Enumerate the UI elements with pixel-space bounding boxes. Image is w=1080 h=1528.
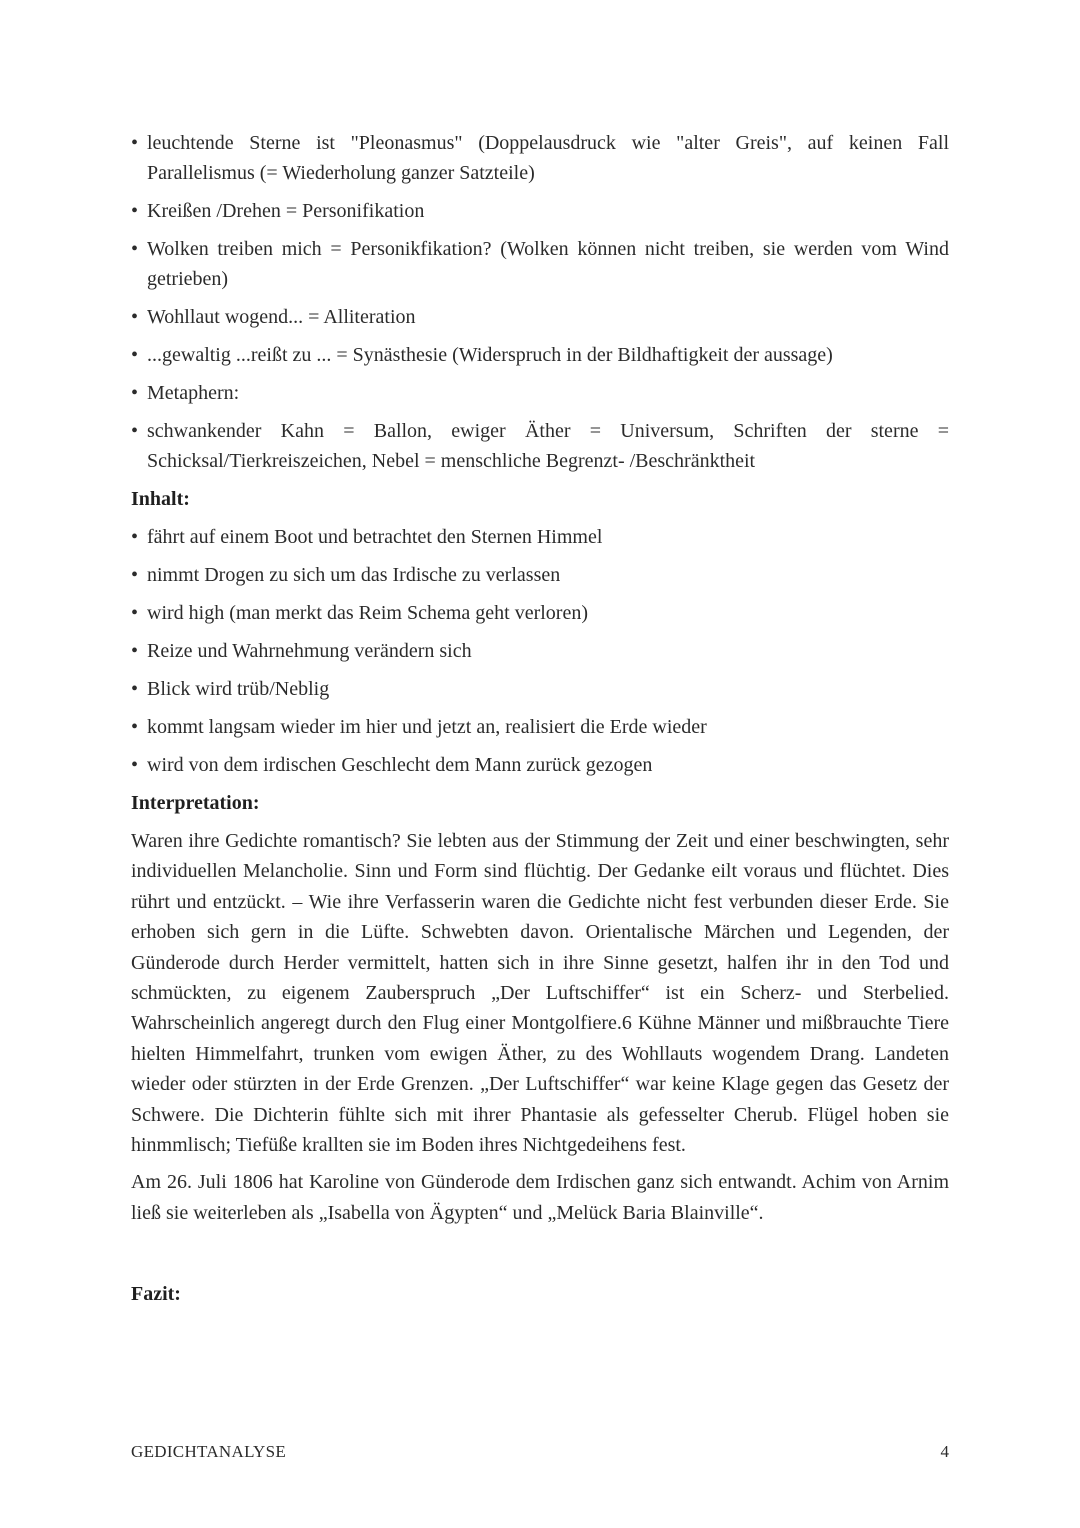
list-item-text: ...gewaltig ...reißt zu ... = Synästhesie (Widerspruch in der Bildhaftigkeit der aussage): [147, 344, 833, 366]
list-item: [131, 302, 949, 332]
bullet-icon: •: [131, 678, 139, 700]
bullet-icon: •: [131, 306, 139, 328]
list-item: [131, 378, 949, 408]
bullet-icon: •: [131, 640, 139, 662]
list-item: [131, 712, 949, 742]
list-item: [131, 234, 949, 294]
stylistic-devices-list: [131, 128, 949, 476]
list-item-text: Wolken treiben mich = Personikfikation? (Wolken können nicht treiben, sie werden vom Wind getrieben): [147, 238, 949, 290]
list-item-text: kommt langsam wieder im hier und jetzt an, realisiert die Erde wieder: [147, 716, 707, 738]
list-item-text: Metaphern:: [147, 382, 240, 404]
list-item: [131, 196, 949, 226]
list-item-text: Reize und Wahrnehmung verändern sich: [147, 640, 472, 662]
list-item: [131, 340, 949, 370]
page-content: [131, 128, 949, 1317]
list-item-text: schwankender Kahn = Ballon, ewiger Äther = Universum, Schriften der sterne = Schicksal/Tierkreiszeichen, Nebel = menschliche Begrenzt- /Beschränktheit: [147, 420, 949, 472]
list-item: [131, 636, 949, 666]
interpretation-paragraph: Am 26. Juli 1806 hat Karoline von Günderode dem Irdischen ganz sich entwandt. Achim von Arnim ließ sie weiterleben als „Isabella von Ägypten“ und „Melück Baria Blainville“.: [131, 1171, 949, 1224]
inhalt-heading: Inhalt:: [131, 488, 190, 510]
bullet-icon: •: [131, 602, 139, 624]
list-item-text: leuchtende Sterne ist "Pleonasmus" (Doppelausdruck wie "alter Greis", auf keinen Fall Parallelismus (= Wiederholung ganzer Satzteile): [147, 132, 949, 184]
list-item-text: Blick wird trüb/Neblig: [147, 678, 330, 700]
bullet-icon: •: [131, 526, 139, 548]
bullet-icon: •: [131, 344, 139, 366]
bullet-icon: •: [131, 200, 139, 222]
bullet-icon: •: [131, 238, 139, 260]
bullet-icon: •: [131, 420, 139, 442]
list-item-text: Kreißen /Drehen = Personifikation: [147, 200, 425, 222]
bullet-icon: •: [131, 564, 139, 586]
fazit-heading: Fazit:: [131, 1283, 181, 1306]
inhalt-list: [131, 522, 949, 780]
footer-title: GEDICHTANALYSE: [131, 1442, 287, 1461]
interpretation-heading: Interpretation:: [131, 792, 260, 814]
bullet-icon: •: [131, 132, 139, 154]
list-item-text: wird high (man merkt das Reim Schema geht verloren): [147, 602, 588, 624]
list-item-text: fährt auf einem Boot und betrachtet den Sternen Himmel: [147, 526, 603, 548]
list-item: [131, 750, 949, 780]
spacer: [131, 1235, 949, 1279]
list-item: [131, 522, 949, 552]
list-item-text: Wohllaut wogend... = Alliteration: [147, 306, 416, 328]
bullet-icon: •: [131, 716, 139, 738]
list-item: [131, 128, 949, 188]
interpretation-paragraph: Waren ihre Gedichte romantisch? Sie lebten aus der Stimmung der Zeit und einer beschwingten, sehr individuellen Melancholie. Sinn und Form sind flüchtig. Der Gedanke eilt voraus und flüchtet. Dies rührt und entzückt. – Wie ihre Verfasserin waren die Gedichte nicht fest verbunden dieser Erde. Sie erhoben sich gern in die Lüfte. Schwebten davon. Orientalische Märchen und Legenden, der Günderode durch Herder vermittelt, hatten sich in ihre Sinne gesetzt, halfen ihr in den Tod und schmückten, zu eigenem Zauberspruch „Der Luftschiffer“ ist ein Scherz- und Sterbelied. Wahrscheinlich angeregt durch den Flug einer Montgolfiere.6 Kühne Männer und mißbrauchte Tiere hielten Himmelfahrt, trunken vom ewigen Äther, zu des Wohllauts wogendem Drang. Landeten wieder oder stürzten in der Erde Grenzen. „Der Luftschiffer“ war keine Klage gegen das Gesetz der Schwere. Die Dichterin fühlte sich mit ihrer Phantasie als gefesselter Cherub. Flügel hoben sie hinmmlisch; Tiefüße krallten sie im Boden ihres Nichtgedeihens fest.: [131, 830, 949, 1157]
list-item: [131, 674, 949, 704]
bullet-icon: •: [131, 382, 139, 404]
list-item: [131, 416, 949, 476]
bullet-icon: •: [131, 754, 139, 776]
list-item: [131, 560, 949, 590]
list-item-text: nimmt Drogen zu sich um das Irdische zu verlassen: [147, 564, 561, 586]
page-number: 4: [940, 1442, 949, 1461]
list-item-text: wird von dem irdischen Geschlecht dem Mann zurück gezogen: [147, 754, 653, 776]
list-item: [131, 598, 949, 628]
